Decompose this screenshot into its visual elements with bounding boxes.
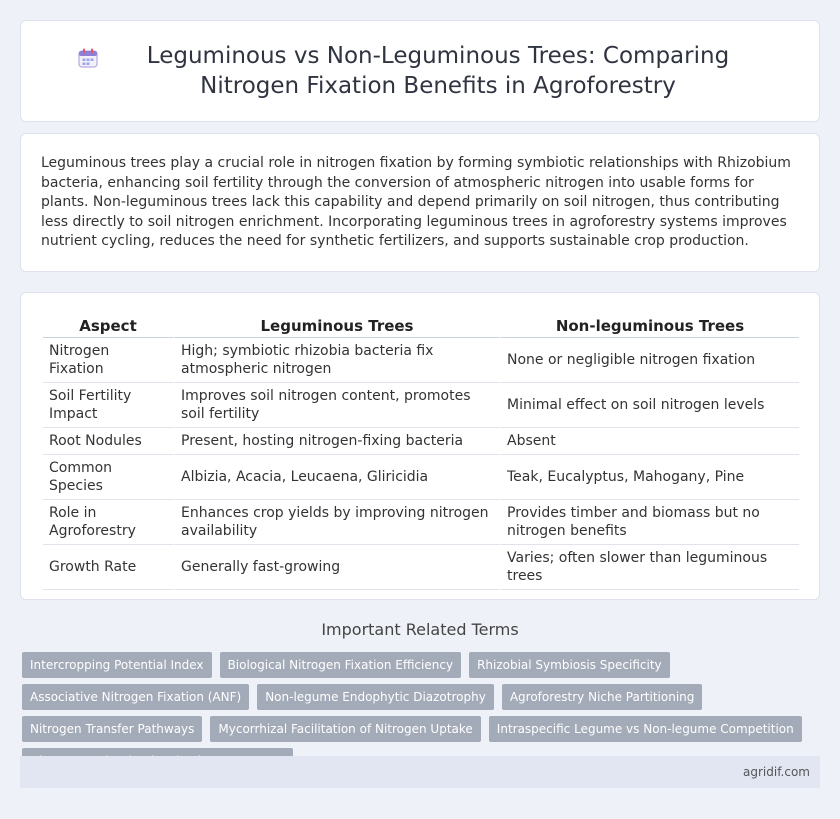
cell-aspect: Soil Fertility Impact: [43, 383, 173, 428]
table-row: [43, 428, 799, 455]
table-row: [43, 338, 799, 383]
page-title: Leguminous vs Non-Leguminous Trees: Comparing Nitrogen Fixation Benefits in Agroforestry: [146, 43, 730, 99]
cell-leguminous: High; symbiotic rhizobia bacteria fix atmospheric nitrogen: [173, 338, 499, 383]
related-term-tag[interactable]: Rhizobial Symbiosis Specificity: [469, 652, 670, 678]
related-term-tag[interactable]: Mycorrhizal Facilitation of Nitrogen Uptake: [210, 716, 480, 742]
table-row: [43, 455, 799, 500]
comparison-card: [20, 292, 820, 600]
cell-leguminous: Generally fast-growing: [173, 545, 499, 590]
related-term-tag[interactable]: Non-legume Endophytic Diazotrophy: [257, 684, 494, 710]
table-row: [43, 500, 799, 545]
cell-aspect: Growth Rate: [43, 545, 173, 590]
cell-leguminous: Albizia, Acacia, Leucaena, Gliricidia: [173, 455, 499, 500]
intro-card: [20, 133, 820, 272]
comparison-table: [43, 313, 799, 590]
cell-leguminous: Enhances crop yields by improving nitrogen availability: [173, 500, 499, 545]
header-aspect: Aspect: [43, 313, 173, 338]
related-term-tag[interactable]: Agroforestry Niche Partitioning: [502, 684, 703, 710]
cell-aspect: Nitrogen Fixation: [43, 338, 173, 383]
cell-non-leguminous: Teak, Eucalyptus, Mahogany, Pine: [499, 455, 799, 500]
table-header-row: [43, 313, 799, 338]
cell-aspect: Root Nodules: [43, 428, 173, 455]
calendar-icon: [77, 47, 99, 69]
related-term-tag[interactable]: Nitrogen Transfer Pathways: [22, 716, 202, 742]
header-leguminous: Leguminous Trees: [173, 313, 499, 338]
footer-site-link[interactable]: agridif.com: [743, 765, 810, 779]
cell-non-leguminous: Minimal effect on soil nitrogen levels: [499, 383, 799, 428]
related-term-tag[interactable]: Intercropping Potential Index: [22, 652, 212, 678]
table-row: [43, 383, 799, 428]
intro-paragraph: Leguminous trees play a crucial role in nitrogen fixation by forming symbiotic relationships with Rhizobium bacteria, enhancing soil fertility through the conversion of atmospheric nitrogen into usable forms for plants. Non-leguminous trees lack this capability and depend primarily on soil nitrogen, thus contributing less directly to soil nitrogen enrichment. Incorporating leguminous trees in agroforestry systems improves nutrient cycling, reduces the need for synthetic fertilizers, and supports sustainable crop production.: [41, 155, 791, 249]
related-term-tag[interactable]: Intraspecific Legume vs Non-legume Competition: [489, 716, 802, 742]
related-terms-heading: Important Related Terms: [321, 620, 519, 639]
header-card: [20, 20, 820, 122]
cell-non-leguminous: Varies; often slower than leguminous trees: [499, 545, 799, 590]
cell-non-leguminous: Provides timber and biomass but no nitrogen benefits: [499, 500, 799, 545]
footer: [20, 756, 820, 788]
cell-non-leguminous: None or negligible nitrogen fixation: [499, 338, 799, 383]
related-term-tag[interactable]: Associative Nitrogen Fixation (ANF): [22, 684, 249, 710]
cell-leguminous: Improves soil nitrogen content, promotes soil fertility: [173, 383, 499, 428]
cell-aspect: Role in Agroforestry: [43, 500, 173, 545]
related-term-tag[interactable]: Biological Nitrogen Fixation Efficiency: [220, 652, 462, 678]
cell-non-leguminous: Absent: [499, 428, 799, 455]
header-non-leguminous: Non-leguminous Trees: [499, 313, 799, 338]
cell-leguminous: Present, hosting nitrogen-fixing bacteria: [173, 428, 499, 455]
cell-aspect: Common Species: [43, 455, 173, 500]
table-row: [43, 545, 799, 590]
